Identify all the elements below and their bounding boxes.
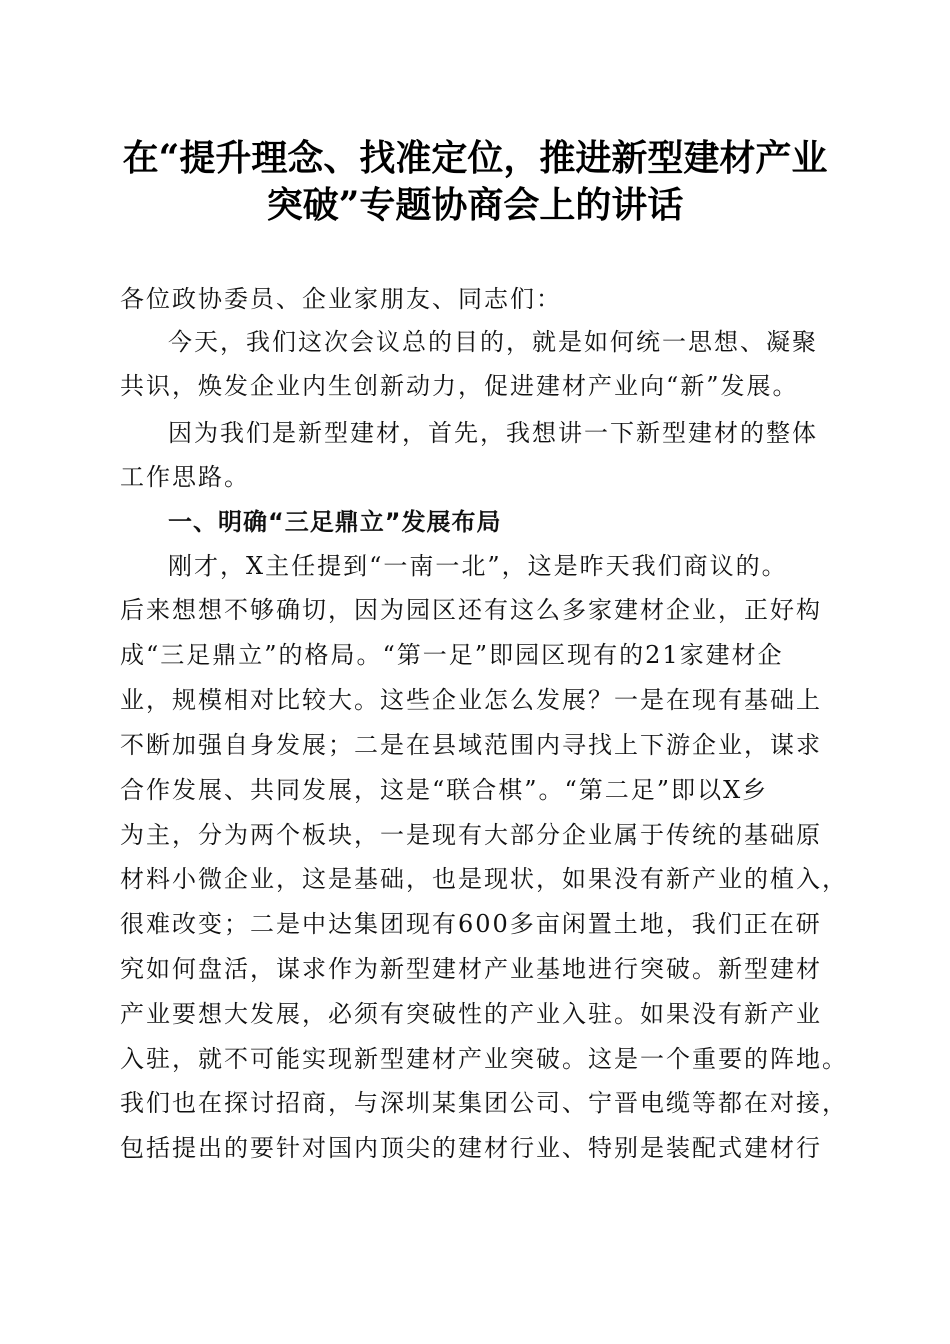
- salutation: 各位政协委员、企业家朋友、同志们：: [120, 285, 562, 313]
- paragraph-3-line-10: 究如何盘活，谋求作为新型建材产业基地进行突破。新型建材: [120, 955, 822, 983]
- paragraph-3-line-11: 产业要想大发展，必须有突破性的产业入驻。如果没有新产业: [120, 1000, 822, 1028]
- document-title-line-2: 突破”专题协商会上的讲话: [266, 184, 684, 226]
- paragraph-3-line-12: 入驻，就不可能实现新型建材产业突破。这是一个重要的阵地。: [120, 1045, 848, 1073]
- paragraph-2-line-2: 工作思路。: [120, 463, 250, 491]
- paragraph-3-line-3: 成“三足鼎立”的格局。“第一足”即园区现有的21家建材企: [120, 641, 784, 669]
- paragraph-1-line-1: 今天，我们这次会议总的目的，就是如何统一思想、凝聚: [168, 328, 818, 356]
- document-title-line-1: 在“提升理念、找准定位，推进新型建材产业: [122, 137, 828, 179]
- paragraph-3-line-9: 很难改变；二是中达集团现有600多亩闲置土地，我们正在研: [120, 910, 822, 938]
- paragraph-1-line-2: 共识，焕发企业内生创新动力，促进建材产业向“新”发展。: [120, 372, 799, 400]
- paragraph-2-line-1: 因为我们是新型建材，首先，我想讲一下新型建材的整体: [168, 419, 818, 447]
- paragraph-3-line-6: 合作发展、共同发展，这是“联合棋”。“第二足”即以X乡: [120, 776, 769, 804]
- paragraph-3-line-7: 为主，分为两个板块，一是现有大部分企业属于传统的基础原: [120, 821, 822, 849]
- paragraph-3-line-13: 我们也在探讨招商，与深圳某集团公司、宁晋电缆等都在对接，: [120, 1089, 848, 1117]
- paragraph-3-line-8: 材料小微企业，这是基础，也是现状，如果没有新产业的植入，: [120, 865, 848, 893]
- paragraph-3-line-4: 业，规模相对比较大。这些企业怎么发展？一是在现有基础上: [120, 686, 822, 714]
- paragraph-3-line-2: 后来想想不够确切，因为园区还有这么多家建材企业，正好构: [120, 596, 822, 624]
- section-heading-1: 一、明确“三足鼎立”发展布局: [168, 508, 502, 536]
- paragraph-3-line-5: 不断加强自身发展；二是在县域范围内寻找上下游企业，谋求: [120, 731, 822, 759]
- paragraph-3-line-14: 包括提出的要针对国内顶尖的建材行业、特别是装配式建材行: [120, 1134, 822, 1162]
- paragraph-3-line-1: 刚才，X主任提到“一南一北”，这是昨天我们商议的。: [168, 552, 788, 580]
